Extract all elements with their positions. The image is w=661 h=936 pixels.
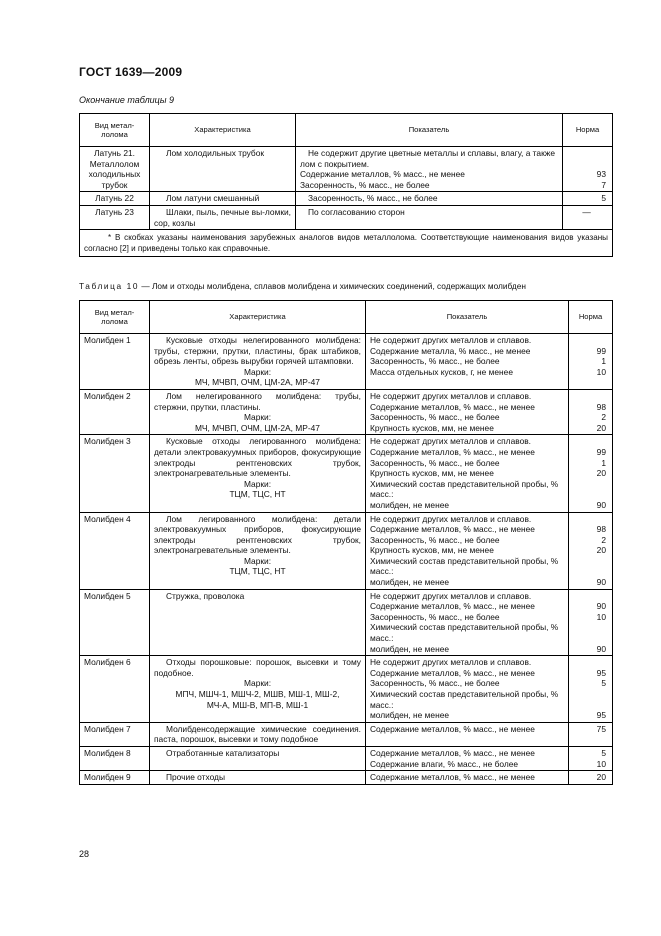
indicator-text: Не содержит другие цветные металлы и сплавы, влагу, а также лом с покрытием. Содержание металлов, % масс., не менее Засоренность, % масс., не более xyxy=(300,148,556,190)
scrap-type-cell: Латунь 22 xyxy=(80,192,150,206)
grades-label: Марки: xyxy=(243,678,272,689)
grades-list: ТЦМ, ТЦС, НТ xyxy=(229,566,286,577)
scrap-type-cell: Молибден 3 xyxy=(80,435,150,512)
table10-caption: Таблица 10 — Лом и отходы молибдена, сплавов молибдена и химических соединений, содержащих молибден xyxy=(79,281,526,291)
norm-cell: 93 7 xyxy=(563,147,613,192)
table-row xyxy=(80,147,613,192)
table9-footnote-row xyxy=(80,230,613,257)
grades-label: Марки: xyxy=(243,478,272,489)
description-text: Молибденсодержащие химические соединения. паста, порошок, высевки и тому подобное xyxy=(154,723,361,745)
indicator-cell: Не содержит других металлов и сплавов. Содержание металла, % масс., не менее Засоренность, % масс., не более Масса отдельных кусков, г, не менее xyxy=(366,334,569,390)
table-row xyxy=(80,389,613,434)
description-cell xyxy=(150,389,366,434)
col-header-norm: Норма xyxy=(569,301,613,334)
indicator-cell: Содержание металлов, % масс., не менее Содержание влаги, % масс., не более xyxy=(366,746,569,770)
norm-cell: 99 1 20 90 xyxy=(569,435,613,512)
norm-cell: 98 2 20 90 xyxy=(569,512,613,589)
description-text: Лом легированного молибдена: детали электровакуумных приборов, фокусирующие электроды рентгеновских трубок, электронагревательные элементы. xyxy=(154,513,361,556)
indicator-text: По согласованию сторон xyxy=(308,206,405,217)
indicator-cell: Содержание металлов, % масс., не менее xyxy=(366,722,569,746)
grades-list: ТЦМ, ТЦС, НТ xyxy=(229,489,286,500)
table-row xyxy=(80,656,613,723)
document-header: ГОСТ 1639—2009 xyxy=(79,65,183,79)
grades-list: МЧ, МЧВП, ОЧМ, ЦМ-2А, МР-47 xyxy=(195,422,320,433)
table-row xyxy=(80,589,613,656)
page-number: 28 xyxy=(79,849,90,859)
scrap-type-cell: Латунь 21. Металлолом холодильных трубок xyxy=(80,147,150,192)
indicator-cell xyxy=(296,192,563,206)
scrap-type-cell: Латунь 23 xyxy=(80,205,150,229)
table-9 xyxy=(79,113,613,257)
table-row xyxy=(80,722,613,746)
table-row xyxy=(80,771,613,785)
indicator-cell xyxy=(296,205,563,229)
grades-label: Марки: xyxy=(243,555,272,566)
norm-cell: — xyxy=(563,205,613,229)
table-row xyxy=(80,435,613,512)
grades-list: МПЧ, МШЧ-1, МШЧ-2, МШВ, МШ-1, МШ-2, МЧ-А, МШ-В, МП-В, МШ-1 xyxy=(175,689,340,710)
description-text: Отходы порошковые: порошок, высевки и тому подобное. xyxy=(154,657,361,678)
description-text: Стружка, проволока xyxy=(166,590,245,601)
description-cell xyxy=(150,746,366,770)
norm-cell: 98 2 20 xyxy=(569,389,613,434)
description-cell xyxy=(150,656,366,723)
description-text: Кусковые отходы нелегированного молибдена: трубы, стержни, прутки, пластины, брак штабиков, обрезь ленты, обрезь вырубки горячей штамповки. xyxy=(154,335,361,367)
scrap-type-cell: Молибден 2 xyxy=(80,389,150,434)
table9-footnote: * В скобках указаны наименования зарубежных аналогов видов металлолома. Соответствующие наименования видов указаны согласно [2] и приведены только как справочные. xyxy=(80,230,613,257)
col-header-description: Характеристика xyxy=(150,301,366,334)
description-text: Лом латуни смешанный xyxy=(166,193,260,204)
scrap-type-cell: Молибден 5 xyxy=(80,589,150,656)
description-text: Шлаки, пыль, печные вы-ломки, сор, козлы xyxy=(154,206,291,228)
norm-cell: 95 5 95 xyxy=(569,656,613,723)
description-cell xyxy=(150,771,366,785)
grades-list: МЧ, МЧВП, ОЧМ, ЦМ-2А, МР-47 xyxy=(195,377,320,388)
norm-cell: 5 xyxy=(563,192,613,206)
description-cell xyxy=(150,192,296,206)
scrap-type-cell: Молибден 8 xyxy=(80,746,150,770)
col-header-description: Характеристика xyxy=(150,114,296,147)
norm-cell: 99 1 10 xyxy=(569,334,613,390)
description-cell xyxy=(150,589,366,656)
col-header-type: Вид метал- лолома xyxy=(80,114,150,147)
indicator-cell: Содержание металлов, % масс., не менее xyxy=(366,771,569,785)
description-cell xyxy=(150,205,296,229)
description-cell xyxy=(150,334,366,390)
description-text: Отработанные катализаторы xyxy=(166,747,280,758)
norm-cell: 20 xyxy=(569,771,613,785)
description-text: Кусковые отходы легированного молибдена: детали электровакуумных приборов, фокусирующие электроды рентгеновских трубок, электронагревательные элементы. xyxy=(154,436,361,479)
table-row xyxy=(80,512,613,589)
norm-cell: 5 10 xyxy=(569,746,613,770)
scrap-type-cell: Молибден 6 xyxy=(80,656,150,723)
description-cell xyxy=(150,435,366,512)
scrap-type-cell: Молибден 1 xyxy=(80,334,150,390)
norm-cell: 90 10 90 xyxy=(569,589,613,656)
table9-header-row xyxy=(80,114,613,147)
scrap-type-cell: Молибден 9 xyxy=(80,771,150,785)
table-row xyxy=(80,746,613,770)
description-cell xyxy=(150,512,366,589)
col-header-norm: Норма xyxy=(563,114,613,147)
col-header-indicator: Показатель xyxy=(296,114,563,147)
indicator-text: Засоренность, % масс., не более xyxy=(308,193,438,204)
table-row xyxy=(80,205,613,229)
description-cell xyxy=(150,147,296,192)
indicator-cell: Не содержат других металлов и сплавов. Содержание металлов, % масс., не менее Засоренность, % масс., не более Крупность кусков, мм, не менее Химический состав представительной пробы, % масс.: молибден, не менее xyxy=(366,435,569,512)
scrap-type-cell: Молибден 4 xyxy=(80,512,150,589)
description-text: Прочие отходы xyxy=(166,772,225,783)
indicator-cell xyxy=(296,147,563,192)
description-text: Лом нелегированного молибдена: трубы, стержни, прутки, пластины. xyxy=(154,390,361,412)
grades-label: Марки: xyxy=(243,412,272,423)
indicator-cell: Не содержит других металлов и сплавов. Содержание металлов, % масс., не менее Засоренность, % масс., не более Химический состав представительной пробы, % масс.: молибден, не менее xyxy=(366,656,569,723)
indicator-cell: Не содержит других металлов и сплавов. Содержание металлов, % масс., не менее Засоренность, % масс., не более Крупность кусков, мм, не менее xyxy=(366,389,569,434)
indicator-cell: Не содержит других металлов и сплавов. Содержание металлов, % масс., не менее Засоренность, % масс., не более Крупность кусков, мм, не менее Химический состав представительной пробы, % масс.: молибден, не менее xyxy=(366,512,569,589)
norm-cell: 75 xyxy=(569,722,613,746)
col-header-indicator: Показатель xyxy=(366,301,569,334)
table-row xyxy=(80,334,613,390)
col-header-type: Вид метал- лолома xyxy=(80,301,150,334)
scrap-type-cell: Молибден 7 xyxy=(80,722,150,746)
table10-header-row xyxy=(80,301,613,334)
table9-caption: Окончание таблицы 9 xyxy=(79,95,174,105)
grades-label: Марки: xyxy=(243,366,272,377)
indicator-cell: Не содержит других металлов и сплавов. Содержание металлов, % масс., не менее Засоренность, % масс., не более Химический состав представительной пробы, % масс.: молибден, не менее xyxy=(366,589,569,656)
table-row xyxy=(80,192,613,206)
description-cell xyxy=(150,722,366,746)
table-10 xyxy=(79,300,613,785)
description-text: Лом холодильных трубок xyxy=(166,148,265,158)
